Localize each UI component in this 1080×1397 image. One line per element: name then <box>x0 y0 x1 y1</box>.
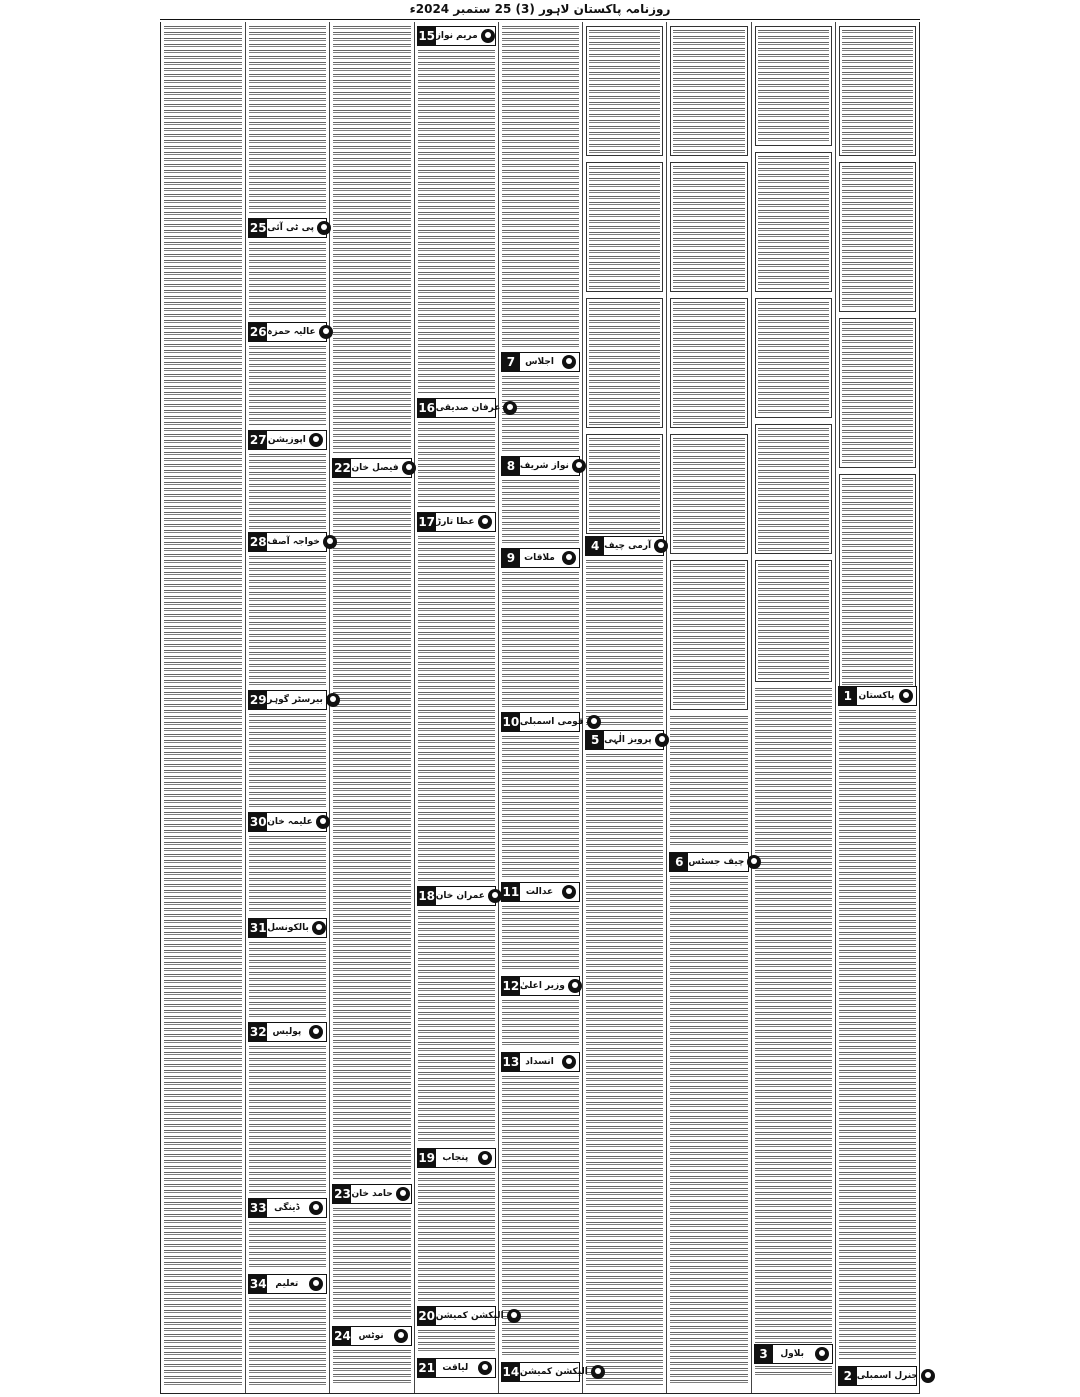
notice-box <box>670 162 747 292</box>
section-number: 19 <box>418 1151 436 1165</box>
section-title: پولیس <box>272 1027 302 1037</box>
section-number: 21 <box>418 1361 436 1375</box>
section-24-header <box>332 1326 411 1346</box>
emblem-icon <box>402 461 416 475</box>
emblem-icon <box>562 885 576 899</box>
section-number: 28 <box>249 535 267 549</box>
emblem-icon <box>312 921 326 935</box>
emblem-icon <box>921 1369 935 1383</box>
section-number: 30 <box>249 815 267 829</box>
section-title: ڈینگی <box>274 1203 300 1213</box>
section-number: 9 <box>502 549 520 567</box>
notice-box <box>839 162 916 312</box>
section-number: 23 <box>334 1187 351 1201</box>
section-number: 4 <box>586 537 604 555</box>
column-6 <box>414 22 504 1393</box>
notice-box <box>670 298 747 428</box>
emblem-icon <box>481 29 495 43</box>
section-27-header <box>248 430 327 450</box>
section-title: عطا تارڑ <box>436 517 475 527</box>
section-28-header <box>248 532 327 552</box>
column-8 <box>245 22 329 1393</box>
section-title: علیمہ خان <box>267 817 313 827</box>
section-18-header <box>417 886 496 906</box>
section-title: جنرل اسمبلی <box>856 1371 918 1381</box>
section-number: 1 <box>839 687 857 705</box>
section-10-header <box>501 712 584 732</box>
column-4 <box>582 22 666 1393</box>
section-1-header <box>838 686 917 706</box>
section-34-header <box>248 1274 327 1294</box>
section-title: عرفان صدیقی <box>435 403 501 413</box>
section-15-header <box>417 26 496 46</box>
section-title: نوٹس <box>358 1331 384 1341</box>
column-2 <box>751 22 835 1393</box>
emblem-icon <box>562 355 576 369</box>
section-31-header <box>248 918 327 938</box>
emblem-icon <box>488 889 502 903</box>
section-number: 31 <box>249 921 267 935</box>
column-3 <box>666 22 750 1393</box>
section-26-header <box>248 322 327 342</box>
section-number: 8 <box>502 457 520 475</box>
section-5-header <box>585 730 664 750</box>
emblem-icon <box>478 1361 492 1375</box>
newspaper-page <box>160 22 920 1394</box>
section-11-header <box>501 882 580 902</box>
section-title: بیرسٹر گوہر <box>267 695 323 705</box>
section-number: 11 <box>502 885 520 899</box>
section-number: 7 <box>502 353 520 371</box>
section-title: قومی اسمبلی <box>519 717 584 727</box>
notice-box <box>586 298 663 428</box>
section-title: عمران خان <box>435 891 485 901</box>
section-title: تعلیم <box>275 1279 299 1289</box>
section-number: 10 <box>502 715 520 729</box>
emblem-icon <box>572 459 586 473</box>
emblem-icon <box>309 433 323 447</box>
section-title: لیاقت <box>442 1363 469 1373</box>
section-number: 2 <box>839 1367 857 1385</box>
emblem-icon <box>326 693 340 707</box>
section-4-header <box>585 536 664 556</box>
section-number: 5 <box>586 731 604 749</box>
notice-box <box>839 26 916 156</box>
section-title: حامد خان <box>351 1189 393 1199</box>
section-title: آرمی چیف <box>604 541 652 551</box>
section-number: 34 <box>249 1277 267 1291</box>
section-title: پرویز الٰہی <box>604 735 652 745</box>
section-32-header <box>248 1022 327 1042</box>
notice-box <box>670 26 747 156</box>
section-title: وزیر اعلیٰ <box>519 981 565 991</box>
emblem-icon <box>478 1151 492 1165</box>
notice-box <box>586 26 663 156</box>
section-title: انسداد <box>525 1057 554 1067</box>
section-17-header <box>417 512 496 532</box>
emblem-icon <box>317 221 331 235</box>
emblem-icon <box>899 689 913 703</box>
section-title: اجلاس <box>525 357 554 367</box>
emblem-icon <box>394 1329 408 1343</box>
section-number: 18 <box>418 889 436 903</box>
emblem-icon <box>815 1347 829 1361</box>
section-23-header <box>332 1184 411 1204</box>
notice-box <box>670 434 747 554</box>
section-14-header <box>501 1362 588 1382</box>
section-number: 12 <box>502 979 520 993</box>
section-number: 24 <box>334 1329 351 1343</box>
section-title: الیکشن کمیشن <box>519 1367 588 1377</box>
section-12-header <box>501 976 580 996</box>
section-29-header <box>248 690 327 710</box>
section-title: عالیہ حمزہ <box>267 327 316 337</box>
section-9-header <box>501 548 580 568</box>
notice-box <box>755 560 832 682</box>
notice-box <box>586 162 663 292</box>
section-title: بالکونسل <box>267 923 309 933</box>
section-title: الیکشن کمیشن <box>435 1311 504 1321</box>
emblem-icon <box>319 325 333 339</box>
section-number: 33 <box>249 1201 267 1215</box>
section-13-header <box>501 1052 580 1072</box>
section-number: 26 <box>249 325 267 339</box>
section-title: ملاقات <box>524 553 555 563</box>
emblem-icon <box>478 515 492 529</box>
section-title: بلاول <box>780 1349 804 1359</box>
section-number: 14 <box>502 1365 520 1379</box>
emblem-icon <box>316 815 330 829</box>
column-1 <box>835 22 919 1393</box>
section-number: 13 <box>502 1055 520 1069</box>
section-20-header <box>417 1306 504 1326</box>
section-number: 16 <box>418 401 436 415</box>
section-22-header <box>332 458 411 478</box>
notice-box <box>586 434 663 534</box>
section-number: 29 <box>249 693 267 707</box>
column-5 <box>498 22 588 1393</box>
notice-box <box>755 424 832 554</box>
section-number: 15 <box>418 29 436 43</box>
column-7 <box>329 22 413 1393</box>
emblem-icon <box>568 979 582 993</box>
section-3-header <box>754 1344 833 1364</box>
section-number: 3 <box>755 1345 773 1363</box>
section-33-header <box>248 1198 327 1218</box>
section-title: نواز شریف <box>519 461 569 471</box>
section-16-header <box>417 398 501 418</box>
section-title: پی ٹی آئی <box>267 223 315 233</box>
section-title: اپوزیشن <box>267 435 306 445</box>
section-19-header <box>417 1148 496 1168</box>
emblem-icon <box>587 715 601 729</box>
notice-box <box>755 298 832 418</box>
notice-box <box>839 474 916 704</box>
section-21-header <box>417 1358 496 1378</box>
emblem-icon <box>396 1187 410 1201</box>
section-title: چیف جسٹس <box>688 857 745 867</box>
section-title: عدالت <box>525 887 554 897</box>
emblem-icon <box>507 1309 521 1323</box>
section-25-header <box>248 218 327 238</box>
emblem-icon <box>654 539 668 553</box>
emblem-icon <box>323 535 337 549</box>
emblem-icon <box>309 1277 323 1291</box>
section-number: 22 <box>334 461 351 475</box>
section-number: 25 <box>249 221 267 235</box>
section-7-header <box>501 352 580 372</box>
emblem-icon <box>309 1025 323 1039</box>
section-number: 27 <box>249 433 267 447</box>
notice-box <box>670 560 747 710</box>
section-title: فیصل خان <box>351 463 399 473</box>
emblem-icon <box>562 1055 576 1069</box>
emblem-icon <box>655 733 669 747</box>
emblem-icon <box>591 1365 605 1379</box>
emblem-icon <box>562 551 576 565</box>
section-2-header <box>838 1366 917 1386</box>
emblem-icon <box>309 1201 323 1215</box>
section-title: مریم نواز <box>435 31 478 41</box>
notice-box <box>755 152 832 292</box>
masthead: روزنامہ پاکستان لاہور (3) 25 ستمبر 2024ء <box>160 2 920 20</box>
section-title: خواجہ آصف <box>267 537 320 547</box>
section-number: 20 <box>418 1309 436 1323</box>
section-number: 17 <box>418 515 436 529</box>
section-6-header <box>669 852 748 872</box>
section-title: پنجاب <box>442 1153 469 1163</box>
column-9 <box>161 22 245 1393</box>
section-30-header <box>248 812 327 832</box>
section-number: 6 <box>670 853 688 871</box>
section-title: پاکستان <box>858 691 895 701</box>
notice-box <box>755 26 832 146</box>
notice-box <box>839 318 916 468</box>
section-8-header <box>501 456 580 476</box>
section-number: 32 <box>249 1025 267 1039</box>
